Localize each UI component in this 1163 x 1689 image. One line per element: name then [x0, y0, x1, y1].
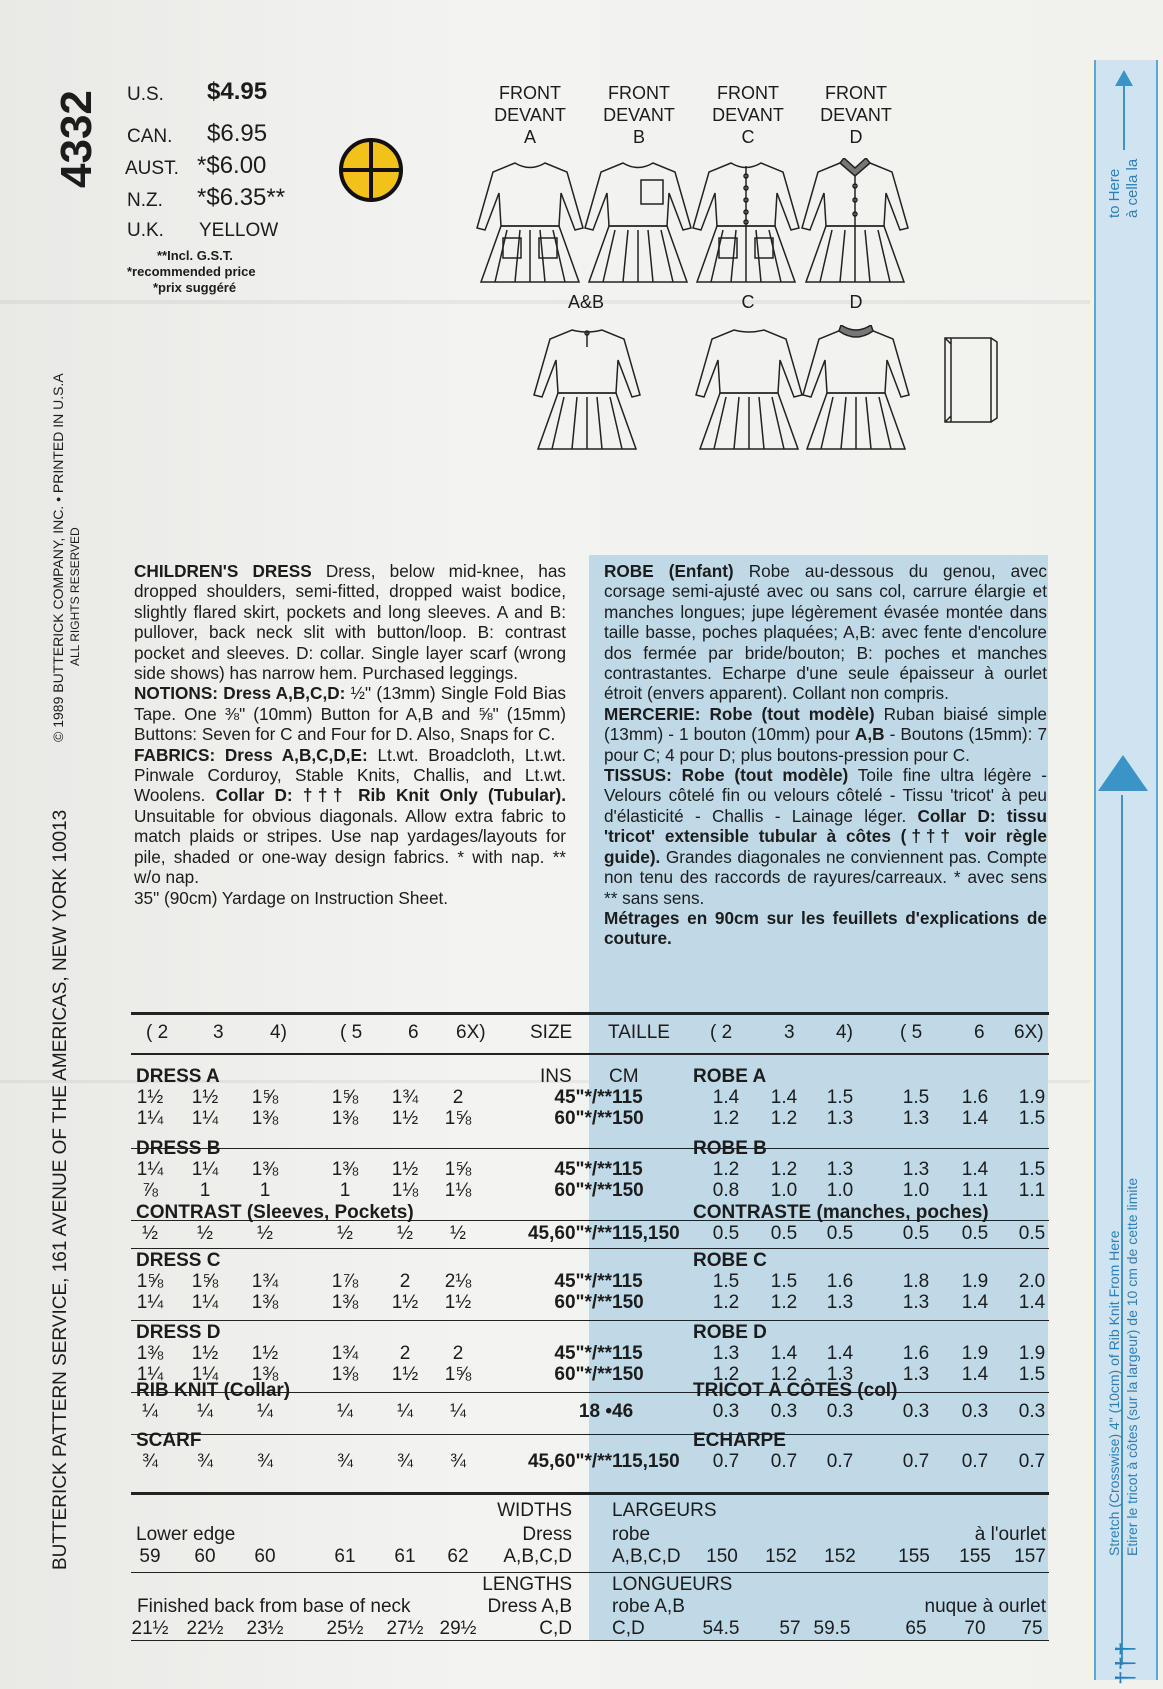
table-cell: 1¼ [191, 1364, 219, 1385]
table-cell-metric: 1.5 [770, 1271, 798, 1292]
width-value: 62 [447, 1546, 469, 1567]
table-cell: ¼ [142, 1401, 158, 1422]
size-label: SIZE [530, 1022, 573, 1043]
table-cell-metric: 1.3 [826, 1159, 854, 1180]
table-cell-metric: 0.3 [826, 1401, 854, 1422]
widths-dress-label: Dress [522, 1524, 572, 1545]
size-header: 3 [213, 1022, 224, 1043]
table-cell-metric: 1.2 [770, 1159, 798, 1180]
table-cell: 1⅜ [331, 1292, 359, 1313]
table-cell: 1¼ [136, 1159, 164, 1180]
table-cell: 1 [339, 1180, 351, 1201]
table-cell-metric: 1.5 [1018, 1108, 1046, 1129]
ins-cell: 18 • [578, 1401, 612, 1422]
table-cell-metric: 0.8 [712, 1180, 740, 1201]
width-value: 60 [254, 1546, 276, 1567]
ins-cell: 60"*/** [554, 1364, 612, 1385]
table-cell: ¾ [450, 1451, 466, 1472]
section-label: DRESS A [136, 1066, 220, 1087]
table-cell-metric: 1.2 [770, 1292, 798, 1313]
table-cell-metric: 0.5 [961, 1223, 989, 1244]
table-cell: 1⅜ [331, 1159, 359, 1180]
cm-cell: 115 [612, 1271, 643, 1292]
widths-ourlet-label: à l'ourlet [974, 1524, 1046, 1545]
table-cell-metric: 0.3 [712, 1401, 740, 1422]
table-cell: 1⅛ [444, 1180, 472, 1201]
price-region: AUST. [125, 158, 179, 179]
size-header: ( 5 [900, 1022, 923, 1043]
table-cell-metric: 0.5 [826, 1223, 854, 1244]
table-cell-metric: 1.3 [902, 1364, 930, 1385]
table-cell: ¼ [197, 1401, 213, 1422]
table-cell-metric: 1.5 [1018, 1159, 1046, 1180]
table-cell: 1¾ [251, 1271, 279, 1292]
width-value-metric: 157 [1014, 1546, 1046, 1567]
table-cell: 1⅞ [331, 1271, 359, 1292]
scarf-drawing [941, 334, 999, 426]
table-cell-metric: 1.1 [961, 1180, 989, 1201]
table-rule [131, 1434, 1049, 1435]
cm-cell: 115,150 [612, 1451, 680, 1472]
table-cell-metric: 0.5 [770, 1223, 798, 1244]
copyright-text: © 1989 BUTTERICK COMPANY, INC. • PRINTED IN U.S.A [50, 373, 66, 742]
to-here-text: to Here [1106, 168, 1123, 218]
widths-fr-views: A,B,C,D [612, 1546, 681, 1567]
section-label: CONTRAST (Sleeves, Pockets) [136, 1202, 414, 1223]
table-cell: 1⅜ [251, 1108, 279, 1129]
table-rule [131, 1248, 1049, 1249]
cm-cell: 150 [612, 1108, 644, 1129]
table-cell-metric: 1.3 [902, 1108, 930, 1129]
width-value: 61 [394, 1546, 416, 1567]
lengths-label: LENGTHS [482, 1574, 572, 1595]
table-cell: 1¼ [191, 1159, 219, 1180]
unit-cm: CM [609, 1066, 639, 1087]
table-cell: 1 [259, 1180, 271, 1201]
width-value-metric: 152 [765, 1546, 797, 1567]
arrow-up-icon [1115, 70, 1133, 150]
table-cell: ½ [197, 1223, 213, 1244]
cm-cell: 150 [612, 1364, 644, 1385]
a-cella-text: à cella la [1124, 158, 1141, 218]
table-cell-metric: 1.2 [770, 1108, 798, 1129]
table-cell: ¼ [397, 1401, 413, 1422]
table-cell-metric: 1.2 [712, 1292, 740, 1313]
table-cell: 1½ [391, 1108, 419, 1129]
dress-front-c-drawing [691, 158, 801, 288]
table-cell: ½ [397, 1223, 413, 1244]
table-cell: 2 [452, 1343, 464, 1364]
table-cell-metric: 1.0 [826, 1180, 854, 1201]
table-cell-metric: 1.4 [770, 1343, 798, 1364]
table-cell-metric: 1.4 [961, 1159, 989, 1180]
table-cell-metric: 1.5 [712, 1271, 740, 1292]
table-cell-metric: 1.3 [826, 1108, 854, 1129]
back-view-label-d: D [849, 292, 863, 312]
width-value: 61 [334, 1546, 356, 1567]
table-cell: 1⅜ [251, 1364, 279, 1385]
cm-cell: 115 [612, 1087, 643, 1108]
table-cell: 1⅜ [331, 1108, 359, 1129]
length-value-metric: 57 [779, 1618, 801, 1639]
dress-back-d-drawing [801, 325, 911, 455]
table-cell: 1½ [251, 1343, 279, 1364]
dagger-marks: ††† [1110, 1641, 1140, 1685]
table-cell-metric: 1.4 [961, 1292, 989, 1313]
table-cell: 1⅜ [251, 1292, 279, 1313]
dress-back-ab-drawing [532, 325, 642, 455]
section-label-fr: TRICOT A CÔTES (col) [693, 1380, 898, 1401]
table-cell: 1⅝ [191, 1271, 219, 1292]
table-cell-metric: 1.4 [1018, 1292, 1046, 1313]
table-cell-metric: 1.4 [961, 1364, 989, 1385]
price-value: YELLOW [199, 220, 279, 241]
table-cell-metric: 1.2 [712, 1364, 740, 1385]
table-cell-metric: 0.5 [1018, 1223, 1046, 1244]
length-value-metric: 59.5 [813, 1618, 851, 1639]
table-rule [131, 1572, 1049, 1573]
length-value-metric: 54.5 [702, 1618, 740, 1639]
cm-cell: 115 [612, 1159, 643, 1180]
unit-ins: INS [540, 1066, 572, 1087]
dress-front-d-drawing [800, 158, 910, 288]
table-cell-metric: 1.2 [712, 1108, 740, 1129]
table-cell: ½ [142, 1223, 158, 1244]
table-cell: 2 [399, 1271, 411, 1292]
table-cell: 1½ [191, 1343, 219, 1364]
cm-cell: 150 [612, 1180, 644, 1201]
ins-cell: 45,60"*/** [527, 1223, 612, 1244]
table-cell: 1½ [136, 1087, 164, 1108]
plus-in-circle-icon [338, 137, 404, 203]
lower-edge-label: Lower edge [136, 1524, 236, 1545]
publisher-address: BUTTERICK PATTERN SERVICE, 161 AVENUE OF THE AMERICAS, NEW YORK 10013 [50, 809, 71, 1570]
table-cell-metric: 0.3 [902, 1401, 930, 1422]
table-cell: 1¼ [136, 1108, 164, 1129]
width-value-metric: 155 [898, 1546, 930, 1567]
description-english: CHILDREN'S DRESS Dress, below mid-knee, has dropped shoulders, semi-fitted, dropped waist bodice, slightly flared skirt, pockets and long sleeves. A and B: pullover, back neck slit with button/loop. B: contrast pocket and sleeves. D: collar. Single layer scarf (wrong side shows) has narrow hem. Purchased leggings. NOTIONS: Dress A,B,C,D: ½" (13mm) Single Fold Bias Tape. One ⅜" (10mm) Button for A,B and ⅝" (15mm) Buttons: Seven for C and Four for D. Also, Snaps for C. FABRICS: Dress A,B,C,D,E: Lt.wt. Broadcloth, Lt.wt. Pinwale Corduroy, Stable Knits, Challis, and Lt.wt. Woolens. Collar D: ††† Rib Knit Only (Tubular). Unsuitable for obvious diagonals. Allow extra fabric to match plaids or stripes. Use nap yardages/layouts for pile, shaded or one-way design fabrics. * with nap. ** w/o nap. 35" (90cm) Yardage on Instruction Sheet. [134, 561, 567, 908]
section-label: DRESS D [136, 1322, 221, 1343]
ins-cell: 60"*/** [554, 1292, 612, 1313]
stretch-text: Stretch (Crosswise) 4" (10cm) of Rib Knit From Here [1106, 1230, 1122, 1556]
table-cell: ½ [450, 1223, 466, 1244]
width-value: 59 [139, 1546, 161, 1567]
table-cell-metric: 1.4 [770, 1087, 798, 1108]
table-cell-metric: 0.5 [712, 1223, 740, 1244]
section-label: RIB KNIT (Collar) [136, 1380, 291, 1401]
table-cell-metric: 1.6 [902, 1343, 930, 1364]
table-cell: 1⅝ [444, 1108, 472, 1129]
table-rule [131, 1492, 1049, 1495]
table-cell-metric: 1.9 [1018, 1343, 1046, 1364]
table-cell-metric: 0.3 [961, 1401, 989, 1422]
table-cell: 1⅝ [444, 1159, 472, 1180]
table-rule [131, 1012, 1049, 1015]
description-french: ROBE (Enfant) Robe au-dessous du genou, avec corsage semi-ajusté avec ou sans col, carrure élargie et manches longues; jupe légèrement évasée montée dans taille basse, poches plaquées; A,B: avec fente d'encolure dos fermée par bride/bouton; B: poches et manches contrastantes. Echarpe d'une seule épaisseur à ourlet étroit (envers apparent). Collant non compris. MERCERIE: Robe (tout modèle) Ruban biaisé simple (13mm) - 1 bouton (10mm) pour A,B - Boutons (15mm): 7 pour C; 4 pour D; plus boutons-pression pour C. TISSUS: Robe (tout modèle) Toile fine ultra légère - Velours côtelé fin ou velours côtelé - Tissu 'tricot' à peu d'élasticité - Challis - Lainage léger. Collar D: tissu 'tricot' extensible tubular à côtes (††† voir règle guide). Grandes diagonales ne conviennent pas. Compte non tenu des raccords de rayures/carreaux. * avec sens ** sans sens. Métrages en 90cm sur les feuillets d'explications de couture. [604, 561, 1048, 949]
table-cell-metric: 1.9 [961, 1271, 989, 1292]
ins-cell: 45"*/** [554, 1343, 612, 1364]
table-cell: 1⅜ [136, 1343, 164, 1364]
section-label: SCARF [136, 1430, 202, 1451]
table-cell: 1⅝ [136, 1271, 164, 1292]
ins-cell: 60"*/** [554, 1180, 612, 1201]
ins-cell: 45,60"*/** [527, 1451, 612, 1472]
price-note: *recommended price [127, 264, 256, 279]
table-cell: 1¼ [136, 1292, 164, 1313]
back-view-label-ab: A&B [567, 292, 605, 312]
size-header: 4) [270, 1022, 287, 1043]
table-cell: 1¼ [191, 1292, 219, 1313]
table-cell: 1⅝ [331, 1087, 359, 1108]
section-label-fr: ECHARPE [693, 1430, 786, 1451]
size-header: 4) [836, 1022, 853, 1043]
table-cell-metric: 1.3 [902, 1159, 930, 1180]
table-cell-metric: 1.6 [961, 1087, 989, 1108]
price-region: N.Z. [127, 190, 163, 211]
table-cell: 1⅛ [391, 1180, 419, 1201]
lengths-robe-ab: robe A,B [612, 1596, 685, 1617]
table-cell-metric: 0.7 [826, 1451, 854, 1472]
table-cell: 1½ [391, 1364, 419, 1385]
price-note: *prix suggéré [153, 280, 237, 295]
widths-views: A,B,C,D [503, 1546, 572, 1567]
longueurs-label: LONGUEURS [612, 1574, 733, 1595]
price-value: $4.95 [207, 78, 268, 105]
table-cell: 1¼ [136, 1364, 164, 1385]
size-header: 6 [974, 1022, 985, 1043]
table-cell-metric: 1.3 [902, 1292, 930, 1313]
cm-cell: 150 [612, 1292, 644, 1313]
ins-cell: 45"*/** [554, 1271, 612, 1292]
table-cell-metric: 1.1 [1018, 1180, 1046, 1201]
table-cell-metric: 1.5 [902, 1087, 930, 1108]
cm-cell: 115,150 [612, 1223, 680, 1244]
view-label-a: FRONT DEVANT A [494, 83, 566, 147]
table-cell: 1⅜ [251, 1159, 279, 1180]
length-value: 27½ [386, 1618, 424, 1639]
width-value-metric: 150 [706, 1546, 738, 1567]
price-value: *$6.35** [197, 184, 286, 211]
lengths-nuque-label: nuque à ourlet [924, 1596, 1046, 1617]
table-cell-metric: 1.4 [712, 1087, 740, 1108]
table-cell: ¾ [397, 1451, 413, 1472]
view-label-c: FRONT DEVANT C [712, 83, 784, 147]
table-rule [131, 1320, 1049, 1321]
size-header: 6X) [456, 1022, 486, 1043]
table-cell: 2 [399, 1343, 411, 1364]
price-value: *$6.00 [197, 152, 267, 179]
table-rule [131, 1148, 1049, 1149]
largeurs-label: LARGEURS [612, 1500, 717, 1521]
table-cell-metric: 0.7 [902, 1451, 930, 1472]
table-cell: 1⅜ [331, 1364, 359, 1385]
view-label-b: FRONT DEVANT B [603, 83, 675, 147]
table-cell: 1⅝ [444, 1364, 472, 1385]
width-value-metric: 152 [824, 1546, 856, 1567]
rights-text: ALL RIGHTS RESERVED [68, 527, 82, 666]
table-cell: ¾ [257, 1451, 273, 1472]
table-cell: 1½ [391, 1292, 419, 1313]
table-cell-metric: 1.2 [712, 1159, 740, 1180]
table-rule [131, 1053, 1049, 1055]
table-cell: ⅞ [142, 1180, 158, 1201]
length-value: 29½ [439, 1618, 477, 1639]
table-cell: ¾ [197, 1451, 213, 1472]
table-cell-metric: 1.3 [826, 1292, 854, 1313]
widths-robe-label: robe [612, 1524, 651, 1545]
table-rule [131, 1640, 1049, 1641]
table-cell-metric: 0.5 [902, 1223, 930, 1244]
dress-front-b-drawing [583, 158, 693, 288]
table-cell: ¾ [337, 1451, 353, 1472]
table-cell-metric: 0.7 [712, 1451, 740, 1472]
table-cell-metric: 1.2 [770, 1364, 798, 1385]
table-cell-metric: 1.4 [826, 1343, 854, 1364]
widths-label: WIDTHS [497, 1500, 572, 1521]
size-header: ( 2 [710, 1022, 733, 1043]
length-value: 25½ [326, 1618, 364, 1639]
dress-front-a-drawing [475, 158, 585, 288]
table-cell-metric: 1.6 [826, 1271, 854, 1292]
table-cell-metric: 1.5 [826, 1087, 854, 1108]
length-value-metric: 65 [905, 1618, 927, 1639]
table-cell-metric: 0.3 [770, 1401, 798, 1422]
size-header: 6X) [1014, 1022, 1044, 1043]
price-region: CAN. [127, 126, 173, 147]
table-cell: 1¾ [391, 1087, 419, 1108]
section-label-fr: ROBE A [693, 1066, 767, 1087]
ins-cell: 60"*/** [554, 1108, 612, 1129]
section-label-fr: ROBE D [693, 1322, 767, 1343]
table-cell: 1½ [191, 1087, 219, 1108]
width-value: 60 [194, 1546, 216, 1567]
price-region: U.S. [127, 84, 164, 105]
table-cell: ¼ [257, 1401, 273, 1422]
table-cell: ½ [337, 1223, 353, 1244]
table-cell: 2⅛ [444, 1271, 472, 1292]
ins-cell: 45"*/** [554, 1087, 612, 1108]
length-value: 21½ [131, 1618, 169, 1639]
dress-back-c-drawing [694, 325, 804, 455]
table-cell: 1¾ [331, 1343, 359, 1364]
taille-label: TAILLE [608, 1022, 670, 1043]
table-cell-metric: 1.0 [770, 1180, 798, 1201]
section-label-fr: ROBE B [693, 1138, 767, 1159]
finished-back-label: Finished back from base of neck [137, 1596, 411, 1617]
cm-cell: 115 [612, 1343, 643, 1364]
table-cell-metric: 1.5 [1018, 1364, 1046, 1385]
table-cell-metric: 1.9 [1018, 1087, 1046, 1108]
pattern-number: 4332 [52, 90, 101, 188]
table-cell-metric: 0.7 [1018, 1451, 1046, 1472]
size-header: 6 [408, 1022, 419, 1043]
table-cell-metric: 0.7 [961, 1451, 989, 1472]
table-cell: 1¼ [191, 1108, 219, 1129]
back-view-label-c: C [741, 292, 755, 312]
table-cell: 1⅝ [251, 1087, 279, 1108]
table-cell: ½ [257, 1223, 273, 1244]
table-cell: ¾ [142, 1451, 158, 1472]
table-cell-metric: 0.7 [770, 1451, 798, 1472]
width-value-metric: 155 [959, 1546, 991, 1567]
price-value: $6.95 [207, 120, 268, 147]
table-cell-metric: 2.0 [1018, 1271, 1046, 1292]
table-cell-metric: 1.9 [961, 1343, 989, 1364]
section-label: DRESS C [136, 1250, 221, 1271]
size-header: 3 [784, 1022, 795, 1043]
arrow-up-icon [1098, 755, 1148, 795]
length-value: 22½ [186, 1618, 224, 1639]
length-value-metric: 70 [964, 1618, 986, 1639]
table-cell-metric: 1.0 [902, 1180, 930, 1201]
price-region: U.K. [127, 220, 164, 241]
etirer-text: Etirer le tricot à côtes (sur la largeur) de 10 cm de cette limite [1124, 1177, 1140, 1556]
section-label-fr: ROBE C [693, 1250, 767, 1271]
lengths-robe-cd: C,D [612, 1618, 645, 1639]
table-cell: 1½ [391, 1159, 419, 1180]
table-cell: ¼ [337, 1401, 353, 1422]
section-label-fr: CONTRASTE (manches, poches) [693, 1202, 989, 1223]
french-table-panel [589, 1002, 1048, 1512]
table-cell-metric: 1.3 [712, 1343, 740, 1364]
lengths-dress-ab: Dress A,B [487, 1596, 572, 1617]
table-cell-metric: 1.3 [826, 1364, 854, 1385]
table-cell: 2 [452, 1087, 464, 1108]
section-label: DRESS B [136, 1138, 221, 1159]
table-cell: 1 [199, 1180, 211, 1201]
ins-cell: 45"*/** [554, 1159, 612, 1180]
cm-cell: 46 [612, 1401, 634, 1422]
size-header: ( 2 [146, 1022, 169, 1043]
table-cell: ¼ [450, 1401, 466, 1422]
table-cell-metric: 0.3 [1018, 1401, 1046, 1422]
table-cell-metric: 1.8 [902, 1271, 930, 1292]
table-cell-metric: 1.4 [961, 1108, 989, 1129]
size-header: ( 5 [340, 1022, 363, 1043]
view-label-d: FRONT DEVANT D [820, 83, 892, 147]
length-value: 23½ [246, 1618, 284, 1639]
price-note: **Incl. G.S.T. [157, 248, 233, 263]
length-value-metric: 75 [1021, 1618, 1043, 1639]
lengths-dress-cd: C,D [539, 1618, 572, 1639]
table-cell: 1½ [444, 1292, 472, 1313]
